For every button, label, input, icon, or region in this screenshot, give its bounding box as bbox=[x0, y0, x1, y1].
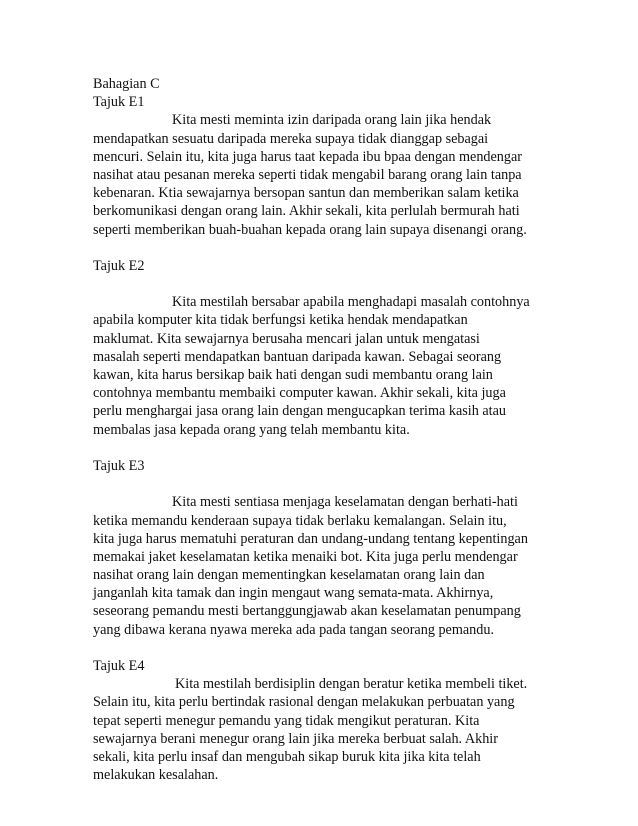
paragraph-line: Selain itu, kita perlu bertindak rasional dengan melakukan perbuatan yang bbox=[93, 694, 515, 711]
paragraph-line: sekali, kita perlu insaf dan mengubah sikap buruk kita jika kita telah bbox=[93, 748, 481, 765]
section-title-e3: Tajuk E3 bbox=[93, 457, 145, 474]
paragraph-line: seseorang pemandu mesti bertanggungjawab akan keselamatan penumpang bbox=[93, 603, 521, 620]
paragraph-line: melakukan kesalahan. bbox=[93, 767, 219, 784]
paragraph-line: mendapatkan sesuatu daripada mereka supaya tidak dianggap sebagai bbox=[93, 130, 489, 147]
section-title-e2: Tajuk E2 bbox=[93, 257, 145, 274]
paragraph-line: mencuri. Selain itu, kita juga harus taat kepada ibu bpaa dengan mendengar bbox=[93, 148, 523, 165]
section-spacer bbox=[93, 639, 563, 657]
paragraph-line: berkomunikasi dengan orang lain. Akhir sekali, kita perlulah bermurah hati bbox=[93, 203, 520, 220]
paragraph-line: kawan, kita harus bersikap baik hati dengan sudi membantu orang lain bbox=[93, 367, 493, 383]
section-spacer bbox=[93, 439, 563, 457]
paragraph-line: seperti memberikan buah-buahan kepada orang lain supaya disenangi orang. bbox=[93, 221, 527, 238]
section-spacer bbox=[93, 239, 563, 257]
paragraph-line: memakai jaket keselamatan ketika menaiki bot. Kita juga perlu mendengar bbox=[93, 548, 518, 565]
paragraph-line: Kita mesti sentiasa menjaga keselamatan dengan berhati-hati bbox=[172, 494, 518, 511]
paragraph-line: kita juga harus mematuhi peraturan dan undang-undang tentang kepentingan bbox=[93, 530, 528, 547]
paragraph-line: membalas jasa kepada orang yang telah membantu kita. bbox=[93, 421, 410, 438]
document-body bbox=[93, 75, 563, 784]
paragraph-line: janganlah kita tamak dan ingin mengaut wang semata-mata. Akhirnya, bbox=[93, 585, 494, 602]
section-title-e4: Tajuk E4 bbox=[93, 658, 145, 674]
paragraph-line: nasihat atau pesanan mereka seperti tidak mengabil barang orang lain tanpa bbox=[93, 166, 522, 183]
paragraph-line: contohnya membantu membaiki computer kawan. Akhir sekali, kita juga bbox=[93, 385, 506, 402]
section-title-e1: Tajuk E1 bbox=[93, 94, 145, 111]
paragraph-line: perlu menghargai jasa orang lain dengan mengucapkan terima kasih atau bbox=[93, 403, 506, 420]
paragraph-line: ketika memandu kenderaan supaya tidak berlaku kemalangan. Selain itu, bbox=[93, 512, 507, 529]
paragraph-line: masalah seperti mendapatkan bantuan daripada kawan. Sebagai seorang bbox=[93, 348, 502, 365]
paragraph-line: Kita mesti meminta izin daripada orang lain jika hendak bbox=[172, 112, 492, 129]
paragraph-line: Kita mestilah berdisiplin dengan beratur ketika membeli tiket. bbox=[175, 676, 528, 693]
title-spacer bbox=[93, 475, 563, 493]
paragraph-line: kebenaran. Ktia sewajarnya bersopan santun dan memberikan salam ketika bbox=[93, 185, 519, 202]
paragraph-line: nasihat orang lain dengan mementingkan keselamatan orang lain dan bbox=[93, 567, 485, 584]
paragraph-line: Kita mestilah bersabar apabila menghadapi masalah contohnya bbox=[172, 294, 530, 311]
document-heading: Bahagian C bbox=[93, 76, 160, 92]
paragraph-line: maklumat. Kita sewajarnya berusaha mencari jalan untuk mengatasi bbox=[93, 330, 480, 347]
paragraph-line: apabila komputer kita tidak berfungsi ketika hendak mendapatkan bbox=[93, 312, 468, 329]
paragraph-line: tepat seperti menegur pemandu yang tidak mengikut peraturan. Kita bbox=[93, 712, 480, 729]
paragraph-line: yang dibawa kerana nyawa mereka ada pada tangan seorang pemandu. bbox=[93, 621, 495, 638]
paragraph-line: sewajarnya berani menegur orang lain jika mereka berbuat salah. Akhir bbox=[93, 730, 498, 747]
title-spacer bbox=[93, 275, 563, 293]
